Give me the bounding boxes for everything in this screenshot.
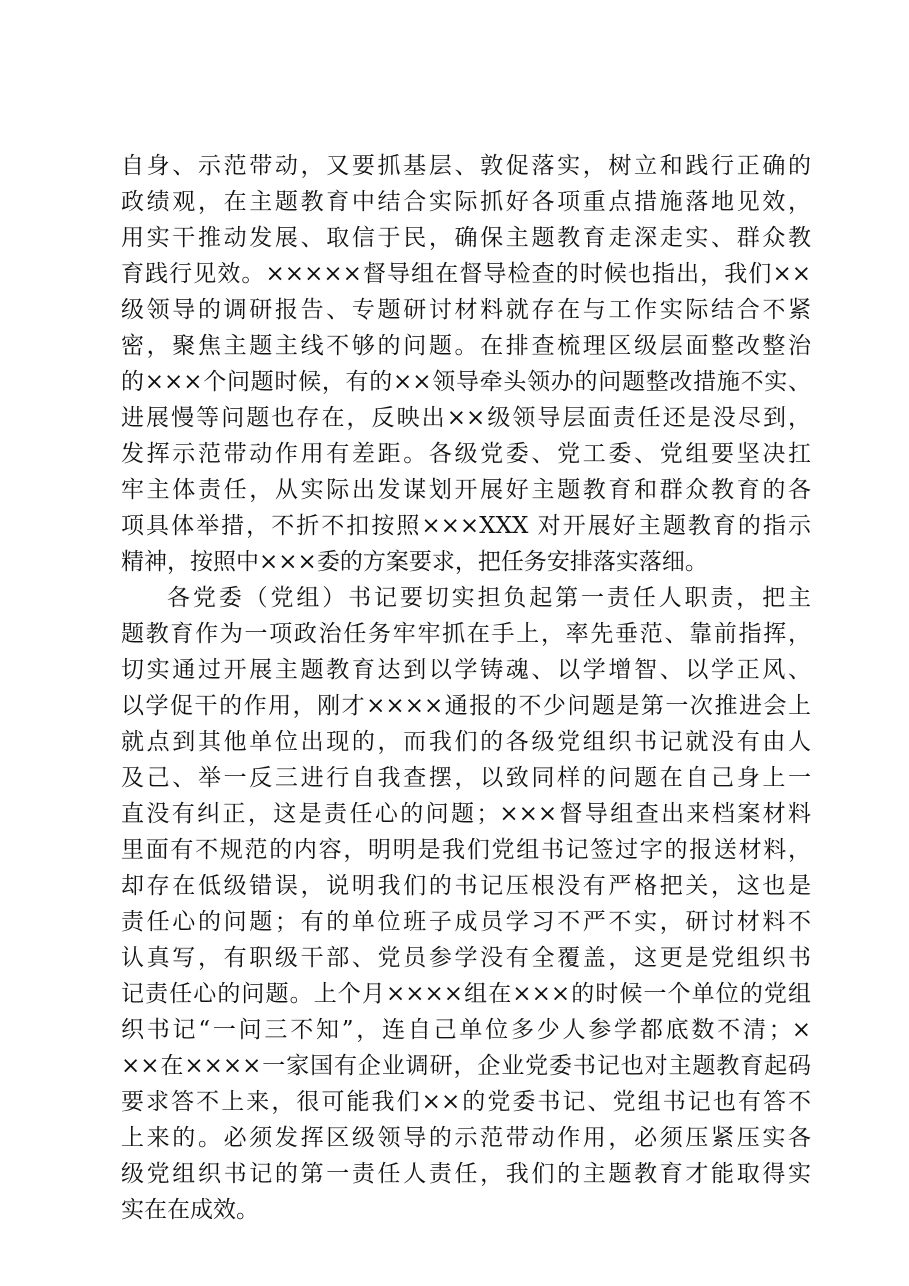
- text-line: 发挥示范带动作用有差距。各级党委、党工委、党组要坚决扛: [121, 441, 811, 467]
- text-line: ××在××××一家国有企业调研，企业党委书记也对主题教育起码: [121, 1053, 811, 1079]
- text-line: 级党组织书记的第一责任人责任，我们的主题教育才能取得实: [121, 1161, 811, 1187]
- text-line: 进展慢等问题也存在，反映出××级领导层面责任还是没尽到，: [121, 405, 811, 431]
- text-line: 就点到其他单位出现的，而我们的各级党组织书记就没有由人: [121, 729, 811, 755]
- paragraph-2: [121, 580, 811, 1228]
- text-line: 题教育作为一项政治任务牢牢抓在手上，率先垂范、靠前指挥，: [121, 621, 811, 647]
- text-line: 用实干推动发展、取信于民，确保主题教育走深走实、群众教: [121, 225, 811, 251]
- text-line: 及己、举一反三进行自我查摆，以致同样的问题在自己身上一: [121, 765, 811, 791]
- text-line: 直没有纠正，这是责任心的问题；×××督导组查出来档案材料: [121, 801, 811, 827]
- text-line: 自身、示范带动，又要抓基层、敦促落实，树立和践行正确的: [121, 153, 811, 179]
- paragraph-1: [121, 148, 811, 580]
- text-line: 各党委（党组）书记要切实担负起第一责任人职责，把主: [167, 585, 811, 611]
- text-line: 项具体举措，不折不扣按照×××XXX 对开展好主题教育的指示: [121, 513, 811, 539]
- text-line: 精神，按照中×××委的方案要求，把任务安排落实落细。: [121, 549, 708, 575]
- text-line: 记责任心的问题。上个月××××组在×××的时候一个单位的党组: [121, 981, 811, 1007]
- text-line: 的×××个问题时候，有的××领导牵头领办的问题整改措施不实、: [121, 369, 811, 395]
- text-line: 要求答不上来，很可能我们××的党委书记、党组书记也有答不: [121, 1089, 811, 1115]
- text-line: 上来的。必须发挥区级领导的示范带动作用，必须压紧压实各: [121, 1125, 811, 1151]
- text-line: 密，聚焦主题主线不够的问题。在排查梳理区级层面整改整治: [121, 333, 811, 359]
- text-line: 却存在低级错误，说明我们的书记压根没有严格把关，这也是: [121, 873, 811, 899]
- text-line: 实在在成效。: [121, 1197, 259, 1223]
- text-line: 级领导的调研报告、专题研讨材料就存在与工作实际结合不紧: [121, 297, 811, 323]
- text-line: 牢主体责任，从实际出发谋划开展好主题教育和群众教育的各: [121, 477, 811, 503]
- text-line: 政绩观，在主题教育中结合实际抓好各项重点措施落地见效，: [121, 189, 811, 215]
- text-line: 里面有不规范的内容，明明是我们党组书记签过字的报送材料，: [121, 837, 811, 863]
- document-page: [121, 148, 811, 1228]
- text-line: 以学促干的作用，刚才××××通报的不少问题是第一次推进会上: [121, 693, 811, 719]
- text-line: 育践行见效。×××××督导组在督导检查的时候也指出，我们××: [121, 261, 811, 287]
- text-line: 认真写，有职级干部、党员参学没有全覆盖，这更是党组织书: [121, 945, 811, 971]
- text-line: 责任心的问题；有的单位班子成员学习不严不实，研讨材料不: [121, 909, 811, 935]
- text-line: 织书记“一问三不知”，连自己单位多少人参学都底数不清；×: [121, 1017, 811, 1043]
- text-line: 切实通过开展主题教育达到以学铸魂、以学增智、以学正风、: [121, 657, 811, 683]
